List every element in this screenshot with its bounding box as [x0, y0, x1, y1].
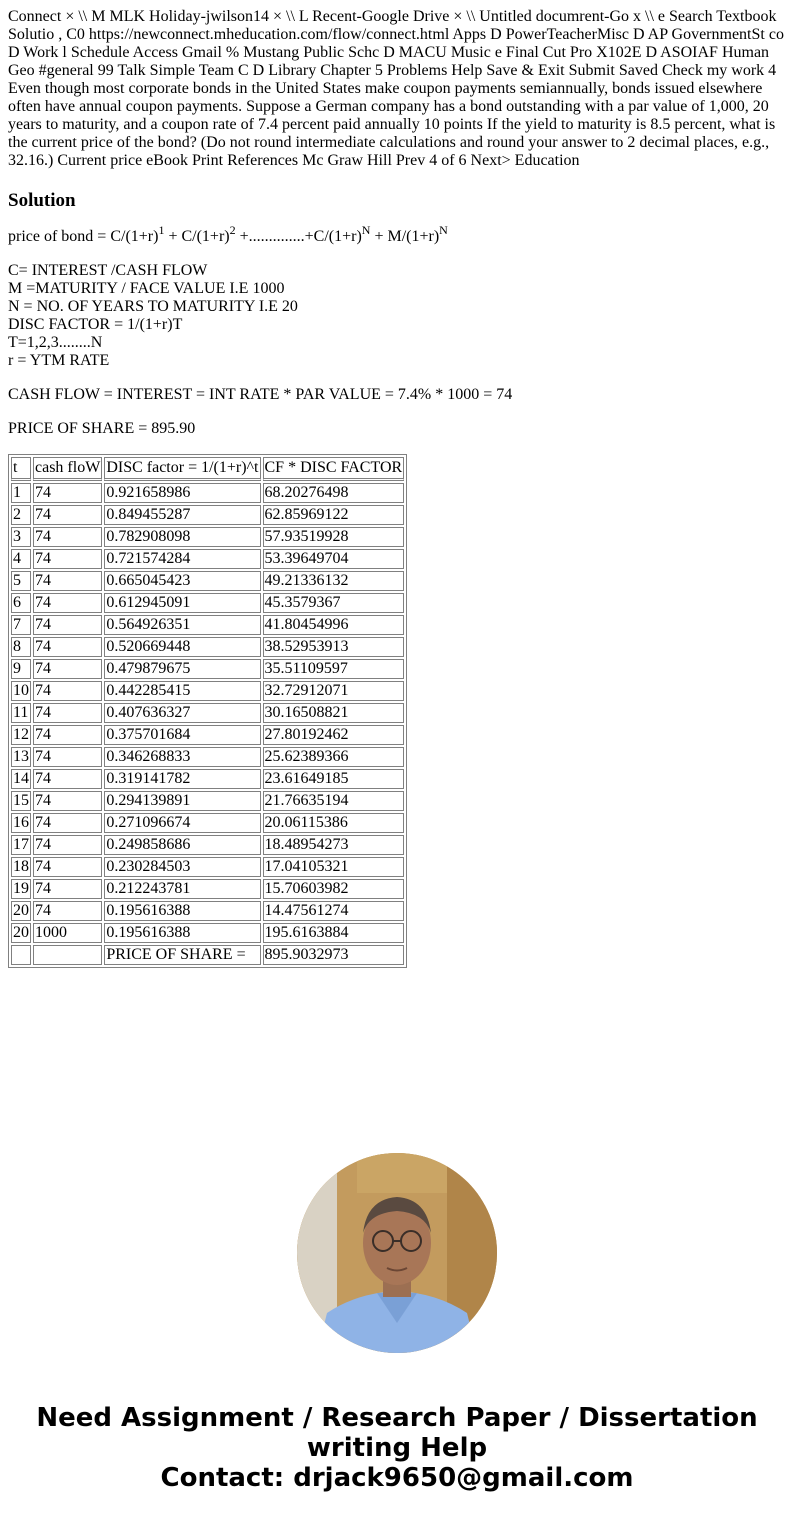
table-cell: 74 [33, 527, 102, 547]
table-cell: 0.294139891 [104, 791, 260, 811]
table-row [11, 637, 404, 657]
table-cell: 45.3579367 [263, 593, 405, 613]
table-cell: 17 [13, 836, 29, 853]
table-cell: 12 [13, 726, 29, 743]
table-body [11, 483, 404, 965]
definition-line: M =MATURITY / FACE VALUE I.E 1000 [8, 280, 285, 297]
definition-line: r = YTM RATE [8, 352, 110, 369]
table-cell: 16 [13, 814, 29, 831]
discount-table [8, 454, 407, 968]
table-cell: 895.9032973 [263, 945, 405, 965]
table-cell: 11 [11, 703, 31, 723]
table-cell: 18 [13, 858, 29, 875]
advert-line: Need Assignment / Research Paper / Dissertation [36, 1403, 758, 1433]
price-line: PRICE OF SHARE = 895.90 [8, 420, 196, 437]
table-cell: 74 [33, 593, 102, 613]
table-cell: 195.6163884 [263, 923, 405, 943]
formula-part-1: price of bond = C/(1+r) [8, 228, 159, 245]
table-cell: 0.520669448 [104, 637, 260, 657]
cash-flow-line: CASH FLOW = INTEREST = INT RATE * PAR VALUE = 7.4% * 1000 = 74 [8, 386, 513, 403]
table-cell: 74 [33, 813, 102, 833]
formula-part-4: + M/(1+r) [370, 228, 440, 245]
table-cell: 4 [11, 549, 31, 569]
table-cell: 57.93519928 [263, 527, 405, 547]
table-row [11, 505, 404, 525]
table-cell: 74 [33, 615, 102, 635]
definition-line: T=1,2,3........N [8, 334, 103, 351]
advert-banner [0, 1403, 794, 1493]
table-cell: 0.407636327 [104, 703, 260, 723]
table-cell: 0.249858686 [104, 835, 260, 855]
table-cell: 3 [11, 527, 31, 547]
table-cell: 0.230284503 [104, 857, 260, 877]
table-cell: 8 [11, 637, 31, 657]
table-cell: 5 [11, 571, 31, 591]
variable-definitions [8, 262, 786, 370]
table-cell: 25.62389366 [263, 747, 405, 767]
header-cell: cash floW [33, 457, 102, 481]
table-row [11, 527, 404, 547]
table-cell: 53.39649704 [263, 549, 405, 569]
table-cell: 19 [13, 880, 29, 897]
table-cell: 7 [11, 615, 31, 635]
definition-line: N = NO. OF YEARS TO MATURITY I.E 20 [8, 298, 298, 315]
definition-line: DISC FACTOR = 1/(1+r)T [8, 316, 183, 333]
table-cell: 0.721574284 [104, 549, 260, 569]
table-cell: 0.849455287 [104, 505, 260, 525]
table-header-row [11, 457, 404, 481]
formula-exp-4: N [439, 222, 448, 237]
table-row [11, 703, 404, 723]
table-cell: 74 [33, 505, 102, 525]
table-cell: 14 [13, 770, 29, 787]
table-cell: 23.61649185 [263, 769, 405, 789]
table-row [11, 835, 404, 855]
table-cell: 9 [11, 659, 31, 679]
table-cell: 0.271096674 [104, 813, 260, 833]
formula-exp-2: 2 [229, 222, 236, 237]
table-row [11, 747, 404, 767]
table-cell: 20 [13, 924, 29, 941]
table-row [11, 879, 404, 899]
table-row [11, 725, 404, 745]
table-cell: 0.212243781 [104, 879, 260, 899]
table-cell [11, 945, 31, 965]
table-cell: 62.85969122 [263, 505, 405, 525]
table-cell: 74 [33, 637, 102, 657]
table-cell: 74 [33, 703, 102, 723]
table-cell: 21.76635194 [263, 791, 405, 811]
table-row [11, 769, 404, 789]
table-cell: 0.564926351 [104, 615, 260, 635]
table-cell: 20 [13, 902, 29, 919]
table-cell: 2 [11, 505, 31, 525]
formula-part-3: +..............+C/(1+r) [235, 228, 362, 245]
table-cell: PRICE OF SHARE = [104, 945, 260, 965]
table-row [11, 813, 404, 833]
table-cell: 0.442285415 [104, 681, 260, 701]
advert-line: writing Help [306, 1433, 488, 1463]
table-cell: 15.70603982 [263, 879, 405, 899]
author-avatar [297, 1153, 497, 1353]
table-cell: 30.16508821 [263, 703, 405, 723]
table-cell: 74 [33, 747, 102, 767]
table-cell: 18.48954273 [263, 835, 405, 855]
table-cell: 49.21336132 [263, 571, 405, 591]
formula-exp-3: N [361, 222, 371, 237]
table-cell: 74 [33, 725, 102, 745]
table-cell: 15 [13, 792, 29, 809]
formula-exp-1: 1 [158, 222, 165, 237]
formula-part-2: + C/(1+r) [164, 228, 230, 245]
table-cell: 0.195616388 [104, 923, 260, 943]
table-cell: 0.665045423 [104, 571, 260, 591]
table-cell: 74 [33, 549, 102, 569]
table-cell: 41.80454996 [263, 615, 405, 635]
table-cell: 74 [33, 901, 102, 921]
header-cell: t [11, 457, 31, 481]
table-row [11, 901, 404, 921]
definition-line: C= INTEREST /CASH FLOW [8, 262, 208, 279]
header-cell: DISC factor = 1/(1+r)^t [104, 457, 260, 481]
table-cell: 1 [11, 483, 31, 503]
table-cell: 6 [11, 593, 31, 613]
table-row [11, 615, 404, 635]
table-cell: 20.06115386 [263, 813, 405, 833]
table-row [11, 681, 404, 701]
table-cell: 74 [33, 791, 102, 811]
header-cell: CF * DISC FACTOR [263, 457, 405, 481]
table-cell: 0.319141782 [104, 769, 260, 789]
table-row [11, 593, 404, 613]
table-cell: 74 [33, 879, 102, 899]
table-cell: 0.921658986 [104, 483, 260, 503]
table-cell: 10 [13, 682, 29, 699]
table-cell: 14.47561274 [263, 901, 405, 921]
table-cell: 0.346268833 [104, 747, 260, 767]
table-cell: 74 [33, 571, 102, 591]
avatar-portrait [297, 1153, 497, 1353]
table-row [11, 923, 404, 943]
table-row [11, 659, 404, 679]
table-cell: 32.72912071 [263, 681, 405, 701]
table-cell: 74 [33, 483, 102, 503]
advert-contact: Contact: drjack9650@gmail.com [160, 1463, 634, 1493]
table-row [11, 857, 404, 877]
table-cell: 17.04105321 [263, 857, 405, 877]
table-cell: 74 [33, 857, 102, 877]
solution-document [8, 8, 786, 968]
table-cell: 74 [33, 681, 102, 701]
table-cell [33, 945, 102, 965]
table-cell: 0.782908098 [104, 527, 260, 547]
table-cell: 1000 [33, 923, 102, 943]
table-row [11, 483, 404, 503]
table-cell: 68.20276498 [263, 483, 405, 503]
table-cell: 0.375701684 [104, 725, 260, 745]
table-cell: 27.80192462 [263, 725, 405, 745]
table-row [11, 791, 404, 811]
table-cell: 74 [33, 769, 102, 789]
table-row [11, 549, 404, 569]
table-cell: 74 [33, 659, 102, 679]
table-cell: 0.195616388 [104, 901, 260, 921]
table-cell: 0.479879675 [104, 659, 260, 679]
table-cell: 13 [13, 748, 29, 765]
table-row [11, 571, 404, 591]
table-cell: 0.612945091 [104, 593, 260, 613]
table-cell: 74 [33, 835, 102, 855]
question-text: Connect × \\ M MLK Holiday-jwilson14 × \\ L Recent-Google Drive × \\ Untitled documrent-Go x \\ e Search Textbook Solutio , C0 https://newconnect.mheducation.com/flow/connect.html Apps D PowerTeacherMisc D AP GovernmentSt co D Work l Schedule Access Gmail % Mustang Public Schc D MACU Music e Final Cut Pro X102E D ASOIAF Human Geo #general 99 Talk Simple Team C D Library Chapter 5 Problems Help Save & Exit Submit Saved Check my work 4 Even though most corporate bonds in the United States make coupon payments semiannually, bonds issued elsewhere often have annual coupon payments. Suppose a German company has a bond outstanding with a par value of 1,000, 20 years to maturity, and a coupon rate of 7.4 percent paid annually 10 points If the yield to maturity is 8.5 percent, what is the current price of the bond? (Do not round intermediate calculations and round your answer to 2 decimal places, e.g., 32.16.) Current price eBook Print References Mc Graw Hill Prev 4 of 6 Next> Education [8, 8, 784, 169]
table-cell: 35.51109597 [263, 659, 405, 679]
table-row [11, 945, 404, 965]
table-cell: 38.52953913 [263, 637, 405, 657]
bond-price-formula [8, 222, 786, 246]
solution-heading: Solution [8, 190, 76, 211]
